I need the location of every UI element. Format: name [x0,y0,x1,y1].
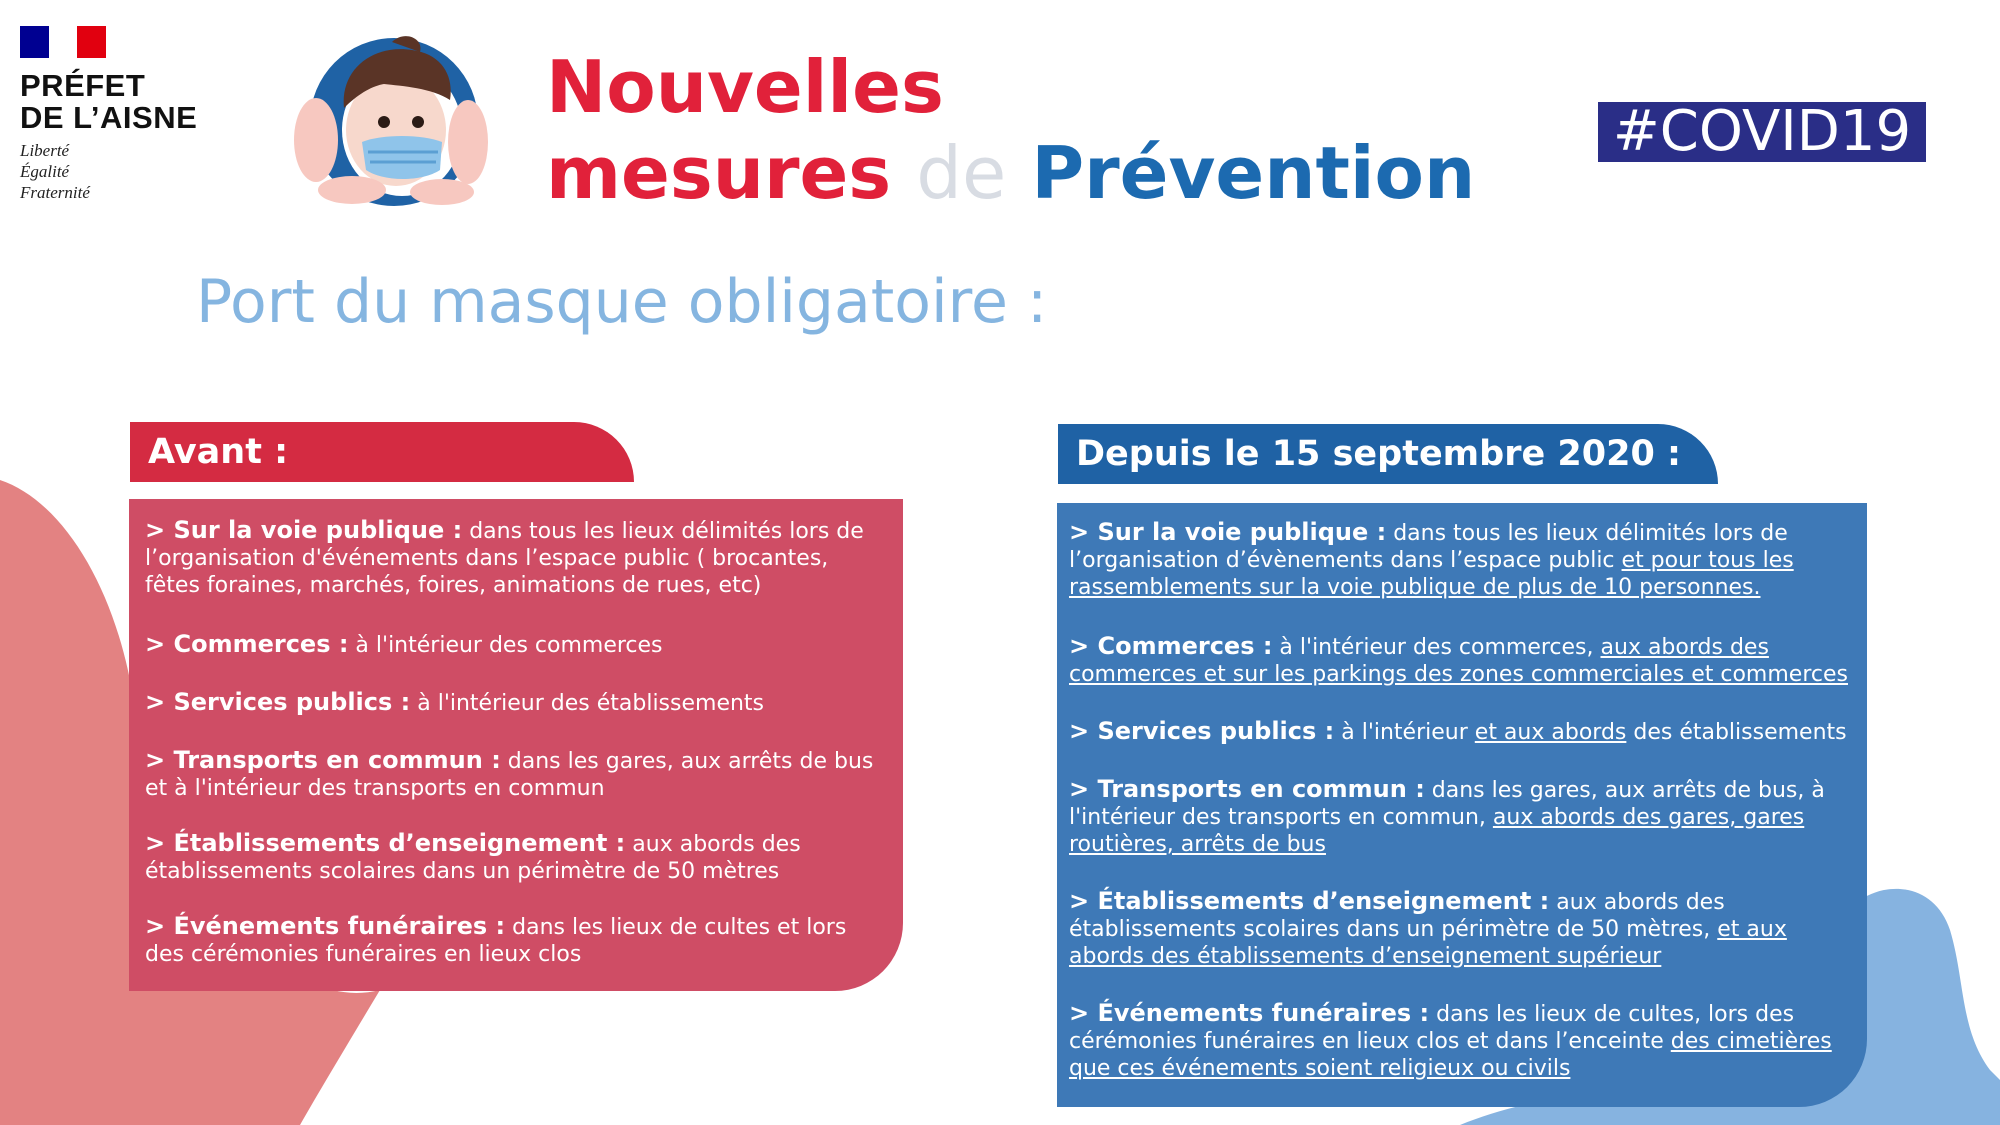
depuis-item-new-text: et pour tous les rassemblements sur la voie publique de plus de 10 personnes. [1069,548,1794,600]
avant-item-label: > Événements funéraires : [145,912,506,940]
headline-line2 [546,128,1475,218]
depuis-item-transports [1069,776,1857,858]
motto-egalite: Égalité [20,162,70,181]
headline-line1: Nouvelles [546,45,944,129]
depuis-item-text: dans les lieux de cultes, lors des cérémonies funéraires en lieux clos et dans l’enceinte [1069,1002,1795,1054]
depuis-item-new-text: et aux abords des établissements d’enseignement supérieur [1069,917,1787,969]
depuis-item-label: > Établissements d’enseignement : [1069,887,1550,915]
avant-item-text: dans les lieux de cultes et lors des cérémonies funéraires en lieux clos [145,915,847,967]
covid-hashtag-badge: #COVID19 [1598,102,1926,162]
avant-item-text: dans tous les lieux délimités lors de l’organisation d'événements dans l’espace public ( brocantes, fêtes foraines, marchés, foires, animations de rues, etc) [145,519,864,598]
depuis-item-commerces [1069,633,1857,688]
depuis-item-funeraires [1069,1000,1857,1082]
avant-item-label: > Transports en commun : [145,746,501,774]
depuis-item-voie-publique [1069,519,1857,601]
avant-item-label: > Services publics : [145,688,411,716]
depuis-item-new-text: aux abords des gares, gares routières, arrêts de bus [1069,805,1805,857]
depuis-item-label: > Événements funéraires : [1069,999,1430,1027]
depuis-item-new-text: des cimetières que ces événements soient religieux ou civils [1069,1029,1832,1081]
avant-item-text: à l'intérieur des établissements [410,691,765,716]
logo-title-line2: DE L’AISNE [20,100,198,135]
depuis-item-new-text: aux abords des commerces et sur les parkings des zones commerciales et commerces [1069,635,1848,687]
logo-title [20,70,210,134]
avant-item-transports [145,747,889,802]
depuis-item-new-text: et aux abords [1474,720,1627,745]
avant-item-commerces [145,631,889,659]
motto-fraternite: Fraternité [20,183,90,202]
avant-item-label: > Établissements d’enseignement : [145,829,626,857]
masked-person-illustration-icon [292,30,488,206]
avant-item-services-publics [145,689,889,717]
depuis-item-tail: des établissements [1626,720,1847,745]
headline-prevention: Prévention [1031,131,1476,215]
avant-item-funeraires [145,913,889,968]
depuis-item-label: > Services publics : [1069,717,1335,745]
avant-item-voie-publique [145,517,889,599]
depuis-item-enseignement [1069,888,1857,970]
avant-item-text: dans les gares, aux arrêts de bus et à l'intérieur des transports en commun [145,749,874,801]
avant-panel [129,499,903,991]
avant-item-enseignement [145,830,889,885]
section-subtitle: Port du masque obligatoire : [196,267,1048,337]
avant-item-label: > Sur la voie publique : [145,516,463,544]
depuis-item-label: > Commerces : [1069,632,1273,660]
logo-title-line1: PRÉFET [20,68,146,103]
motto [20,140,210,203]
headline-de: de [916,131,1007,215]
depuis-item-text: aux abords des établissements scolaires dans un périmètre de 50 mètres, [1069,890,1725,942]
depuis-item-services-publics [1069,718,1857,746]
depuis-item-text: dans les gares, aux arrêts de bus, à l'intérieur des transports en commun, [1069,778,1825,830]
depuis-item-label: > Sur la voie publique : [1069,518,1387,546]
motto-liberte: Liberté [20,141,70,160]
avant-item-text: aux abords des établissements scolaires dans un périmètre de 50 mètres [145,832,801,884]
depuis-tab-title: Depuis le 15 septembre 2020 : [1058,424,1718,484]
avant-item-label: > Commerces : [145,630,349,658]
prefecture-logo [20,26,210,203]
avant-tab-title: Avant : [130,422,634,482]
depuis-panel [1057,503,1867,1107]
depuis-item-label: > Transports en commun : [1069,775,1425,803]
depuis-item-text: dans tous les lieux délimités lors de l’organisation d’évènements dans l’espace public [1069,521,1788,573]
headline-mesures: mesures [546,131,892,215]
avant-item-text: à l'intérieur des commerces [348,633,663,658]
french-flag-icon [20,26,106,58]
depuis-item-text: à l'intérieur des commerces, [1272,635,1601,660]
depuis-item-text: à l'intérieur [1334,720,1475,745]
